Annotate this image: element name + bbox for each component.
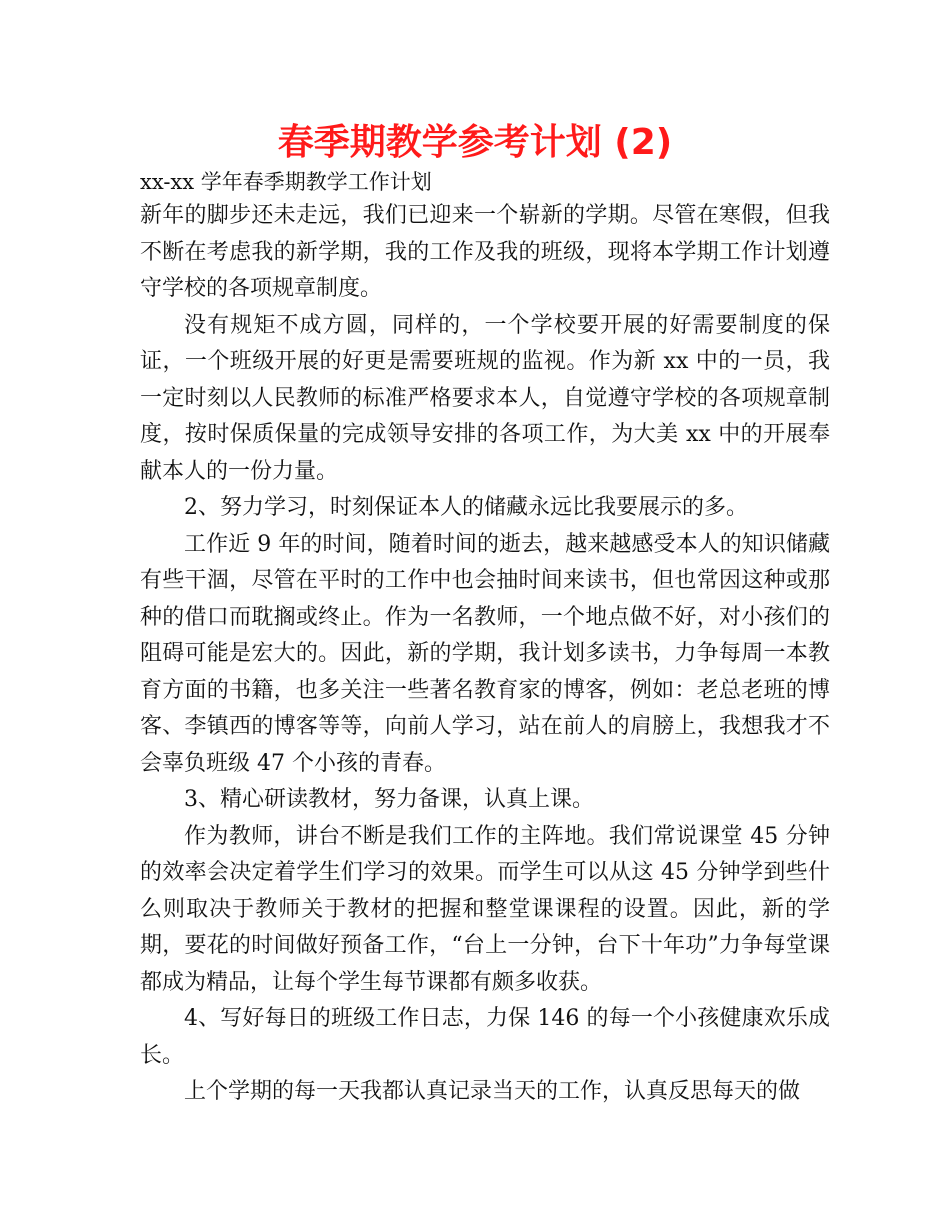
paragraph-heading-3: 3、精心研读教材，努力备课，认真上课。 <box>184 787 594 812</box>
paragraph-rules: 没有规矩不成方圆，同样的，一个学校要开展的好需要制度的保证，一个班级开展的好更是需要班规的监视。作为新 xx 中的一员，我一定时刻以人民教师的标准严格要求本人，自觉遵守学校的各项规章制度，按时保质保量的完成领导安排的各项工作，为大美 xx 中的开展奉献本人的一份力量。 <box>140 312 830 484</box>
document-title: 春季期教学参考计划 (2) <box>277 122 673 163</box>
paragraph-journal: 上个学期的每一天我都认真记录当天的工作，认真反思每天的做 <box>184 1079 801 1104</box>
paragraph-intro: 新年的脚步还未走远，我们已迎来一个崭新的学期。尽管在寒假，但我不断在考虑我的新学期，我的工作及我的班级，现将本学期工作计划遵守学校的各项规章制度。 <box>140 203 830 301</box>
paragraph-heading-4: 4、写好每日的班级工作日志，力保 146 的每一个小孩健康欢乐成长。 <box>140 1006 830 1068</box>
paragraph-teaching: 作为教师，讲台不断是我们工作的主阵地。我们常说课堂 45 分钟的效率会决定着学生们学习的效果。而学生可以从这 45 分钟学到些什么则取决于教师关于教材的把握和整堂课课程的设置。因此，新的学期，要花的时间做好预备工作，“台上一分钟，台下十年功”力争每堂课都成为精品，让每个学生每节课都有颇多收获。 <box>140 823 830 995</box>
document-body <box>140 166 830 1111</box>
paragraph-study: 工作近 9 年的时间，随着时间的逝去，越来越感受本人的知识储藏有些干涸，尽管在平时的工作中也会抽时间来读书，但也常因这种或那种的借口而耽搁或终止。作为一名教师，一个地点做不好，对小孩们的阻碍可能是宏大的。因此，新的学期，我计划多读书，力争每周一本教育方面的书籍，也多关注一些著名教育家的博客，例如：老总老班的博客、李镇西的博客等等，向前人学习，站在前人的肩膀上，我想我才不会辜负班级 47 个小孩的青春。 <box>140 531 830 776</box>
paragraph-heading-2: 2、努力学习，时刻保证本人的储藏永远比我要展示的多。 <box>184 495 748 520</box>
document-subtitle: xx-xx 学年春季期教学工作计划 <box>140 170 432 194</box>
